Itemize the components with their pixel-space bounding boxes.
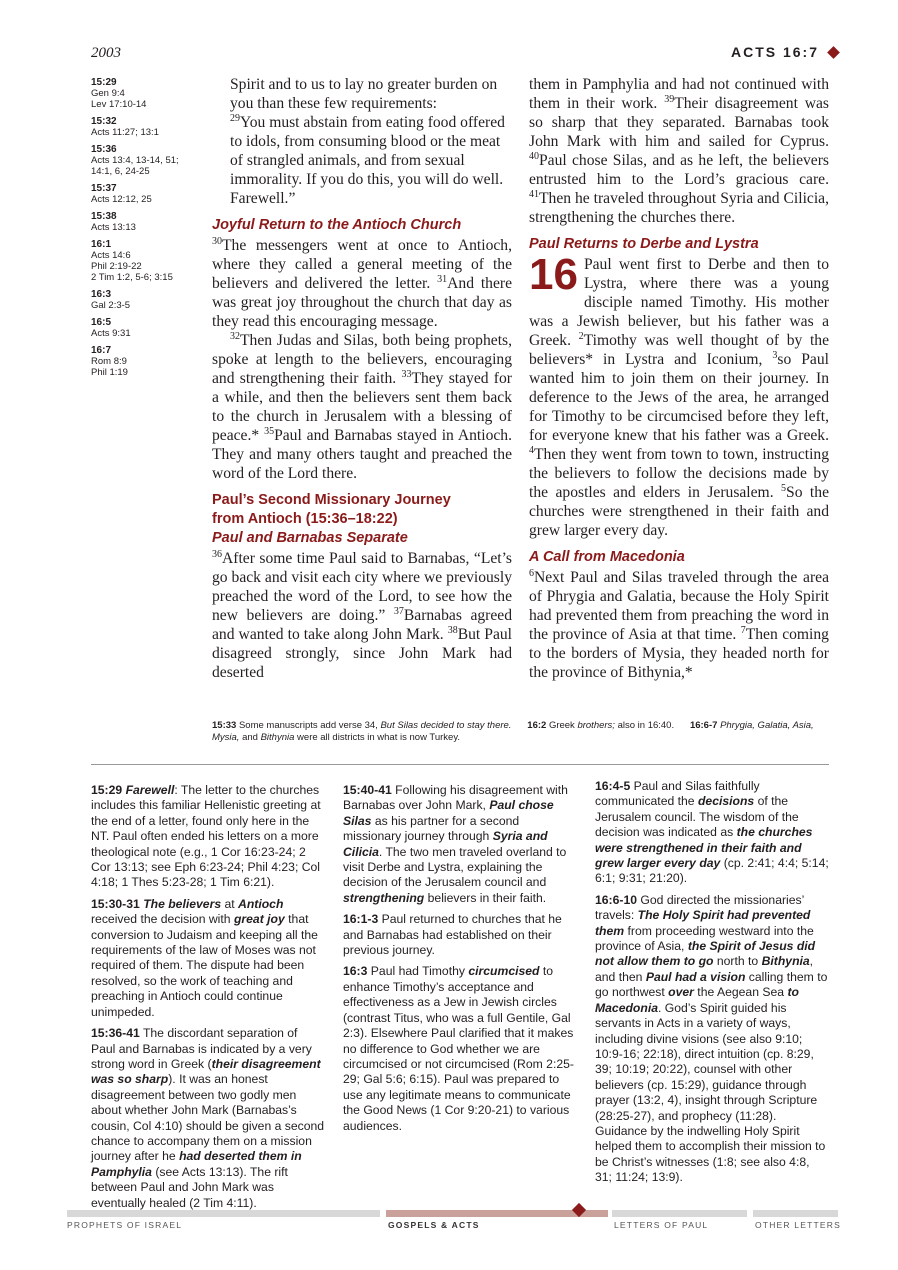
cross-ref-line: Acts 13:13	[91, 222, 136, 233]
verse-text: Barnabas agreed and wanted to take along John Mark.	[212, 607, 512, 643]
cross-ref-key: 15:38	[91, 211, 117, 222]
cross-ref-line: Rom 8:9	[91, 356, 127, 367]
cross-ref-line: 14:1, 6, 24-25	[91, 166, 150, 177]
note-text: . The two men traveled overland to visit Derbe and Lystra, explaining the decision of the Jerusalem council and	[343, 844, 567, 890]
note-text: received the decision with	[91, 912, 234, 927]
note-emphasis: Bithynia	[761, 954, 810, 969]
footnote-text: Phrygia, Galatia, Asia, Mysia,	[212, 720, 814, 743]
verse-text: You must abstain from eating food offered to idols, from consuming blood or the meat of strangled animals, and from sexual immorality. If you do this, you will do well. Farewell.”	[230, 114, 505, 207]
verse-text: Paul and Barnabas stayed in Antioch. They and many others taught and preached the word of the Lord there.	[212, 427, 512, 482]
note-emphasis: the Spirit of Jesus did not allow them to go	[595, 939, 816, 969]
section-heading: Paul Returns to Derbe and Lystra	[529, 236, 759, 252]
cross-reference-column	[91, 77, 209, 384]
note-emphasis: Paul had a vision	[645, 969, 746, 984]
chapter-number: 16	[529, 250, 578, 299]
study-note	[91, 897, 325, 1020]
cross-ref-line: Lev 17:10-14	[91, 99, 147, 110]
verse-number: 41	[529, 188, 539, 200]
divider	[91, 764, 829, 765]
note-ref: 15:36-41	[91, 1026, 140, 1041]
note-text: ). It was an honest disagreement between two godly men about whether John Mark (Barnabas’s cousin, Col 4:10) should be given a second chance to accompany them on a mission journey after he	[91, 1072, 325, 1164]
verse-number: 39	[664, 93, 675, 105]
note-ref: 15:40-41	[343, 783, 392, 797]
cross-ref-line: Phil 2:19-22	[91, 261, 142, 272]
study-notes-column-3	[595, 779, 829, 1192]
note-emphasis: had deserted them in Pamphylia	[91, 1149, 302, 1179]
note-text: . God’s Spirit guided his servants in Acts in a variety of ways, including divine visions (see also 9:10; 10:9-16; 22:18), direct intuition (cp. 8:29, 39; 10:19; 20:22), counsel with other believers (cp. 15:29), guidance through prayer (13:2, 4), insight through Scripture (28:25-27), and prophecy (11:28). Guidance by the indwelling Holy Spirit helped them to accomplish their mission to be Christ’s witnesses (1:8; see also 4:8, 31; 11:24; 13:9).	[595, 1000, 826, 1185]
scripture-intro: Spirit and to us to lay no greater burden on you than these few requirements:	[230, 76, 498, 112]
footer-section-bar	[67, 1210, 380, 1217]
footnote-ref: 16:6-7	[689, 720, 718, 731]
note-text: Following his disagreement with Barnabas over John Mark,	[343, 783, 568, 813]
footnote-text: and	[242, 732, 258, 743]
note-ref: 16:1-3	[343, 912, 379, 927]
verse-number: 5	[781, 482, 787, 494]
footer-section-label-active: GOSPELS & ACTS	[388, 1220, 480, 1230]
scripture-column-left	[212, 75, 512, 682]
cross-ref-entry	[91, 144, 209, 177]
cross-ref-entry	[91, 116, 209, 138]
note-text: Paul had Timothy	[367, 964, 469, 979]
chapter-16-verses-1-5	[529, 250, 829, 540]
cross-ref-key: 16:3	[91, 289, 112, 300]
verses-38-41	[529, 75, 829, 227]
study-note	[595, 893, 829, 1186]
note-emphasis: Antioch	[238, 896, 284, 911]
note-emphasis: The Holy Spirit had prevented them	[595, 908, 811, 938]
note-emphasis: The believers	[143, 896, 222, 911]
note-emphasis: the churches were strengthened in their faith and grew larger every day	[595, 825, 813, 871]
note-emphasis: over	[668, 985, 694, 1000]
cross-ref-line: Acts 14:6	[91, 250, 131, 261]
verse-number: 35	[264, 425, 275, 437]
note-text: (see Acts 13:13). The rift between Paul and John Mark was eventually healed (2 Tim 4:11).	[91, 1164, 288, 1210]
note-text: God directed the missionaries’ travels:	[595, 892, 804, 923]
cross-ref-entry	[91, 239, 209, 283]
note-text: calling them to go northwest	[595, 969, 828, 1000]
running-head-text: ACTS 16:7	[730, 44, 819, 60]
verse-number: 7	[740, 624, 746, 636]
verses-6-7	[529, 568, 829, 682]
study-note	[595, 779, 829, 887]
page-number: 2003	[91, 45, 121, 61]
cross-ref-line: Acts 12:12, 25	[91, 194, 152, 205]
cross-ref-entry	[91, 345, 209, 378]
note-text: to enhance Timothy’s acceptance and effectiveness as a Jew in Jewish circles (contrast Titus, who was a full Gentile, Gal 2:3). Elsewhere Paul clarified that it makes no difference to God whether we are circumcised or not circumcised (Rom 2:25-29; Gal 5:6; 6:15). Paul was prepared to use any legitimate means to communicate the Good News (1 Cor 9:20-21) to various audiences.	[343, 964, 574, 1133]
study-note	[91, 783, 325, 891]
footer-section-bar	[753, 1210, 838, 1217]
verse-number: 40	[529, 150, 539, 162]
footnote-text: brothers;	[577, 720, 615, 731]
section-heading: A Call from Macedonia	[529, 549, 685, 565]
major-heading	[212, 491, 512, 529]
note-ref: 15:29	[91, 783, 123, 797]
cross-ref-line: Phil 1:19	[91, 367, 128, 378]
note-emphasis: to Macedonia	[595, 985, 799, 1015]
note-emphasis: Syria and Cilicia	[343, 829, 548, 859]
verse-number: 3	[772, 349, 778, 361]
verses-30-31	[212, 236, 512, 331]
note-emphasis: strengthening	[343, 890, 425, 905]
verse-number: 33	[401, 368, 412, 380]
verse-number: 2	[578, 330, 584, 342]
verse-text: them in Pamphylia and had not continued with them in their work.	[529, 76, 829, 112]
note-emphasis: great joy	[233, 912, 285, 927]
note-text: (cp. 2:41; 4:4; 5:14; 6:1; 9:31; 21:20).	[595, 856, 829, 886]
cross-ref-entry	[91, 77, 209, 110]
verse-number: 30	[212, 235, 222, 247]
verse-text: Timothy was well thought of by the believers* in Lystra and Iconium,	[529, 332, 829, 368]
footnote-text: Bithynia	[260, 732, 295, 743]
verses-36-38	[212, 549, 512, 682]
note-ref: 16:4-5	[595, 779, 631, 793]
note-text: at	[221, 896, 239, 911]
note-text: the Aegean Sea	[693, 985, 788, 1000]
diamond-icon	[827, 46, 840, 59]
verse-text: The messengers went at once to Antioch, where they called a general meeting of the believers and delivered the letter.	[212, 237, 512, 292]
note-emphasis: their disagreement was so sharp	[91, 1056, 321, 1087]
cross-ref-entry	[91, 211, 209, 233]
major-heading-line: Paul’s Second Missionary Journey	[212, 492, 451, 508]
scripture-column-right	[529, 75, 829, 682]
note-text: The discordant separation of Paul and Barnabas is indicated by a very strong word in Greek (	[91, 1026, 312, 1071]
cross-ref-key: 16:7	[91, 345, 112, 356]
study-note	[343, 783, 577, 906]
note-text: Paul and Silas faithfully communicated the	[595, 779, 760, 809]
note-emphasis: Paul chose Silas	[343, 798, 554, 828]
verse-number: 31	[437, 273, 448, 285]
cross-ref-line: Acts 13:4, 13-14, 51;	[91, 155, 179, 166]
footnote-text: Some manuscripts add verse 34,	[238, 720, 378, 731]
running-head	[731, 44, 838, 60]
footnote-text: But Silas decided to stay there.	[380, 720, 512, 731]
note-emphasis: Farewell	[125, 783, 175, 797]
verse-29	[212, 113, 512, 208]
section-heading: Paul and Barnabas Separate	[212, 530, 408, 546]
verse-text: Then Judas and Silas, both being prophets, spoke at length to the believers, encouraging and strengthening their faith.	[212, 332, 512, 387]
footer-section-label: PROPHETS OF ISRAEL	[67, 1220, 183, 1230]
note-text: believers in their faith.	[424, 890, 547, 905]
footnote-text: Greek	[548, 720, 575, 731]
verse-number: 29	[230, 112, 240, 124]
study-note	[343, 912, 577, 958]
cross-ref-key: 16:1	[91, 239, 112, 250]
verse-number: 32	[230, 330, 240, 342]
note-ref: 16:6-10	[595, 892, 638, 907]
verse-text: Then coming to the borders of Mysia, they headed north for the province of Bithynia,*	[529, 626, 829, 681]
footnote-text: also in 16:40.	[617, 720, 675, 731]
cross-ref-line: Gen 9:4	[91, 88, 125, 99]
verse-number: 6	[529, 567, 534, 579]
verse-number: 38	[447, 624, 458, 636]
footer-section-label: OTHER LETTERS	[755, 1220, 841, 1230]
cross-ref-line: Acts 11:27; 13:1	[91, 127, 159, 138]
verse-text: And there was great joy throughout the church that day as they read this encouraging message.	[212, 275, 512, 330]
note-text: that conversion to Judaism and keeping all the requirements of the law of Moses was not required of them. The dispute had been resolved, so the work of teaching and preaching in Antioch could continue unimpeded.	[91, 912, 318, 1019]
footnote-ref: 15:33	[212, 720, 237, 731]
study-note	[343, 964, 577, 1133]
verse-number: 37	[393, 605, 404, 617]
cross-ref-entry	[91, 317, 209, 339]
section-heading: Joyful Return to the Antioch Church	[212, 217, 462, 233]
verse-text: Then he traveled throughout Syria and Cilicia, strengthening the churches there.	[529, 190, 829, 226]
verse-number: 36	[212, 548, 222, 560]
verse-number: 4	[529, 444, 534, 456]
verse-text: Their disagreement was so sharp that they separated. Barnabas took John Mark with him and sailed for Cyprus.	[529, 95, 830, 150]
note-text: from proceeding westward into the province of Asia,	[595, 923, 814, 954]
study-notes-column-1	[91, 783, 325, 1217]
note-ref: 16:3	[343, 964, 368, 979]
note-ref: 15:30-31	[91, 896, 140, 911]
cross-ref-line: Gal 2:3-5	[91, 300, 131, 311]
verse-text: So the churches were strengthened in their faith and grew larger every day.	[529, 484, 829, 539]
note-text: : The letter to the churches includes this familiar Hellenistic greeting at the end of a letter, found only here in the NT. Paul often ended his letters on a more theological note (e.g., 1 Cor 16:23-24; 2 Cor 13:13; see Eph 6:23-24; Phil 4:23; Col 4:18; 1 Thes 5:23-28; 1 Tim 6:21).	[91, 783, 321, 890]
study-note	[91, 1026, 325, 1211]
note-emphasis: decisions	[697, 794, 755, 809]
verse-text: Next Paul and Silas traveled through the area of Phrygia and Galatia, because the Holy Spirit had prevented them from preaching the word in the province of Asia at that time.	[529, 569, 829, 643]
note-text: north to	[713, 954, 762, 969]
note-text: , and then	[595, 954, 814, 984]
verse-text: After some time Paul said to Barnabas, “Let’s go back and visit each city where we previously preached the word of the Lord, to see how the new believers are doing.”	[212, 550, 512, 624]
footer-section-bar	[612, 1210, 747, 1217]
text-footnotes	[212, 720, 829, 744]
verse-text: But Paul disagreed strongly, since John Mark had deserted	[212, 626, 512, 681]
cross-ref-line: 2 Tim 1:2, 5-6; 3:15	[91, 272, 173, 283]
cross-ref-entry	[91, 289, 209, 311]
cross-ref-line: Acts 9:31	[91, 328, 131, 339]
cross-ref-key: 15:29	[91, 77, 117, 88]
cross-ref-entry	[91, 183, 209, 205]
cross-ref-key: 16:5	[91, 317, 112, 328]
note-text: of the Jerusalem council. The wisdom of the decision was indicated as	[595, 794, 799, 840]
major-heading-line: from Antioch (15:36–18:22)	[212, 511, 398, 527]
footnote-text: were all districts in what is now Turkey.	[297, 732, 461, 743]
verse-text: They stayed for a while, and then the believers sent them back to the church in Jerusalem with a blessing of peace.*	[212, 370, 512, 444]
verses-32-35	[212, 331, 512, 483]
note-text: as his partner for a second missionary journey through	[343, 813, 520, 844]
footnote-ref: 16:2	[527, 720, 547, 731]
study-notes-column-2	[343, 783, 577, 1140]
verse-text: Then they went from town to town, instructing the believers to follow the decisions made by the apostles and elders in Jerusalem.	[529, 446, 829, 501]
cross-ref-key: 15:36	[91, 144, 117, 155]
cross-ref-key: 15:32	[91, 116, 117, 127]
verse-text: Paul chose Silas, and as he left, the believers entrusted him to the Lord’s gracious care.	[529, 152, 829, 188]
note-text: Paul returned to churches that he and Barnabas had established on their previous journey.	[343, 912, 562, 958]
cross-ref-key: 15:37	[91, 183, 117, 194]
footer-section-label: LETTERS OF PAUL	[614, 1220, 709, 1230]
verse-text: so Paul wanted him to join them on their journey. In deference to the Jews of the area, he arranged for Timothy to be circumcised before they left, for everyone knew that his father was a Greek.	[529, 351, 829, 444]
note-emphasis: circumcised	[468, 964, 540, 979]
verse-text: Paul went first to Derbe and then to Lystra, where there was a young disciple named Timothy. His mother was a Jewish believer, but his father was a Greek.	[529, 256, 829, 349]
